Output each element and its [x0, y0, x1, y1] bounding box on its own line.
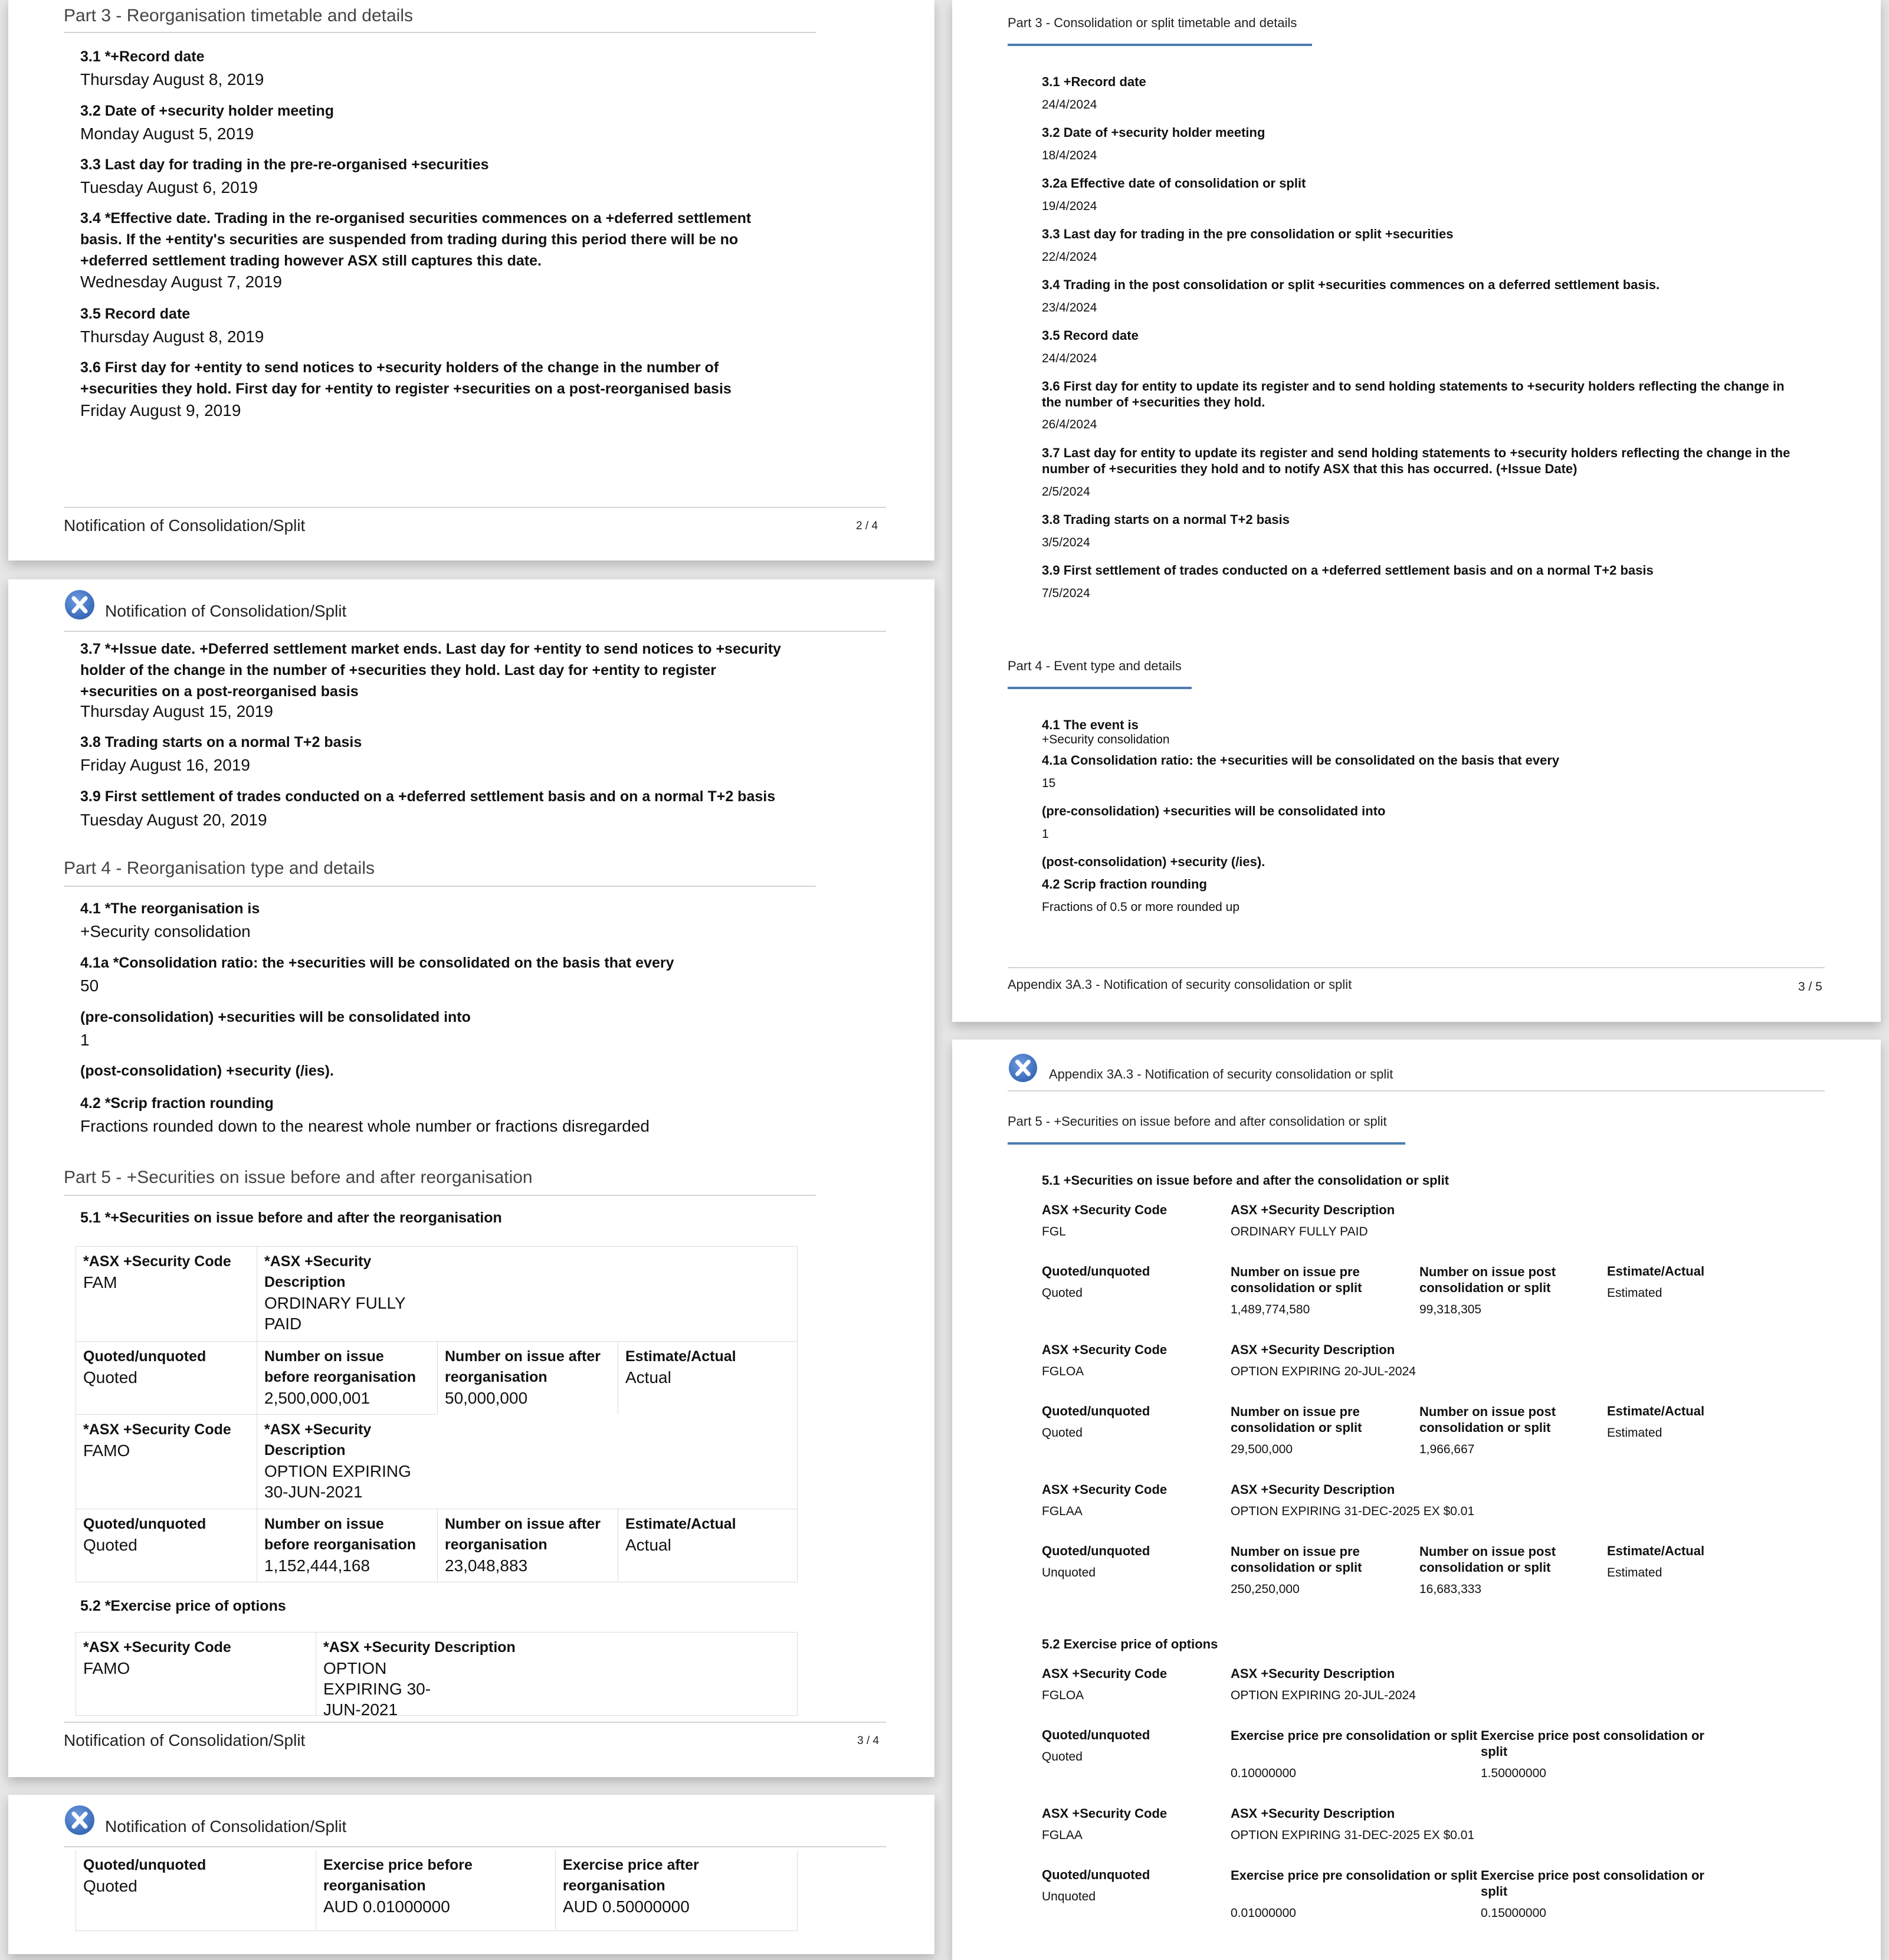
asx-logo-icon [65, 1805, 94, 1835]
page-header-title: Notification of Consolidation/Split [105, 602, 347, 620]
part5-heading: Part 5 - +Securities on issue before and after reorganisation [64, 1168, 533, 1187]
quoted-header: Quoted/unquoted [1042, 1264, 1150, 1279]
securities-table [76, 1246, 798, 1582]
quoted-value: Quoted [1042, 1426, 1083, 1440]
post-value: 16,683,333 [1419, 1582, 1482, 1596]
page-number: 3 / 4 [857, 1735, 879, 1747]
item-4-2-value: Fractions of 0.5 or more rounded up [1042, 900, 1240, 914]
item-3-2-label: 3.2 Date of +security holder meeting [80, 103, 334, 119]
item-3-8-label: 3.8 Trading starts on a normal T+2 basis [1042, 512, 1290, 527]
pre-consolidation-value: 1 [1042, 827, 1049, 841]
item-3-7-value: Thursday August 15, 2019 [80, 702, 273, 720]
exercise-pre-header: Exercise price pre consolidation or split [1231, 1728, 1478, 1743]
item-3-6-label: 3.6 First day for +entity to send notices to +security holders of the change in the number of +securities they hold. First day for +entity to register +securities on a post-reorganised basis [80, 359, 732, 397]
price-before-value: AUD 0.01000000 [323, 1897, 450, 1916]
part5-heading: Part 5 - +Securities on issue before and after consolidation or split [1008, 1114, 1387, 1129]
item-3-1-label: 3.1 *+Record date [80, 48, 205, 65]
item-3-9-value: Tuesday August 20, 2019 [80, 811, 267, 829]
item-4-2-label: 4.2 *Scrip fraction rounding [80, 1095, 274, 1112]
exercise-table [76, 1632, 798, 1719]
estimate-value: Actual [625, 1536, 671, 1554]
exercise-pre-value: 0.01000000 [1231, 1906, 1296, 1920]
page-footer-title: Notification of Consolidation/Split [64, 516, 306, 535]
quoted-header: Quoted/unquoted [1042, 1867, 1150, 1882]
desc-header: *ASX +Security Description [264, 1421, 372, 1458]
item-3-8-value: Friday August 16, 2019 [80, 756, 250, 774]
quoted-header: Quoted/unquoted [1042, 1543, 1150, 1558]
item-3-2a-value: 19/4/2024 [1042, 199, 1097, 213]
pre-value: 250,250,000 [1231, 1582, 1300, 1596]
post-value: 1,966,667 [1419, 1443, 1475, 1456]
desc-value: OPTION EXPIRING 30-JUN-2021 [264, 1462, 411, 1501]
right-page-4 [952, 1040, 1881, 1960]
page-number: 2 / 4 [856, 520, 878, 532]
divider [64, 886, 816, 887]
exercise-post-header: Exercise price post consolidation or split [1481, 1728, 1704, 1759]
item-5-2-label: 5.2 Exercise price of options [1042, 1637, 1218, 1651]
table-cell [257, 1247, 437, 1341]
code-value: FGLOA [1042, 1689, 1084, 1702]
item-3-7-label: 3.7 *+Issue date. +Deferred settlement market ends. Last day for +entity to send notices to +security holder of the change in the number of +securities they hold. Last day for +entity to register +securities on a post-reorganised basis [80, 641, 781, 700]
price-after-header: Exercise price after reorganisation [563, 1857, 699, 1894]
quoted-value: Unquoted [1042, 1890, 1096, 1903]
item-3-2-label: 3.2 Date of +security holder meeting [1042, 125, 1265, 140]
quoted-header: Quoted/unquoted [83, 1348, 206, 1365]
desc-header: ASX +Security Description [1231, 1342, 1395, 1357]
code-header: *ASX +Security Code [83, 1253, 231, 1270]
pre-value: 29,500,000 [1231, 1443, 1293, 1456]
pre-value: 1,489,774,580 [1231, 1303, 1310, 1316]
table-cell [316, 1850, 555, 1930]
table-cell [257, 1341, 437, 1414]
item-4-1a-label: 4.1a *Consolidation ratio: the +securities will be consolidated on the basis that every [80, 955, 674, 971]
item-3-8-label: 3.8 Trading starts on a normal T+2 basis [80, 734, 362, 750]
quoted-value: Unquoted [1042, 1566, 1096, 1579]
item-3-5-value: 24/4/2024 [1042, 352, 1097, 365]
desc-value: OPTION EXPIRING 31-DEC-2025 EX $0.01 [1231, 1828, 1475, 1842]
page-footer-title: Notification of Consolidation/Split [64, 1731, 306, 1749]
part3-heading: Part 3 - Consolidation or split timetable and details [1008, 15, 1297, 30]
post-header: Number on issue post consolidation or split [1419, 1264, 1556, 1295]
item-3-4-value: 23/4/2024 [1042, 301, 1097, 314]
item-3-7-label: 3.7 Last day for entity to update its register and send holding statements to +security holders reflecting the change in the number of +securities they hold and to notify ASX that this has occurred. (+Issue Date) [1042, 445, 1790, 476]
asx-logo-icon [65, 590, 94, 620]
item-5-1-label: 5.1 *+Securities on issue before and after the reorganisation [80, 1210, 502, 1226]
right-page-3 [952, 0, 1881, 1022]
table-cell [76, 1509, 257, 1582]
before-header: Number on issue before reorganisation [264, 1348, 416, 1385]
code-header: ASX +Security Code [1042, 1666, 1167, 1681]
item-3-5-value: Thursday August 8, 2019 [80, 327, 264, 346]
page-header-title: Notification of Consolidation/Split [105, 1817, 347, 1836]
item-4-1a-value: 50 [80, 976, 99, 995]
item-3-1-label: 3.1 +Record date [1042, 74, 1146, 89]
header-divider [64, 1846, 886, 1847]
code-header: *ASX +Security Code [83, 1639, 231, 1656]
item-4-1-value: +Security consolidation [80, 922, 251, 940]
item-3-9-label: 3.9 First settlement of trades conducted on a +deferred settlement basis and on a normal T+2 basis [1042, 563, 1654, 578]
desc-value: OPTION EXPIRING 20-JUL-2024 [1231, 1689, 1416, 1702]
after-header: Number on issue after reorganisation [445, 1516, 601, 1553]
item-3-3-value: Tuesday August 6, 2019 [80, 178, 258, 196]
item-4-1-label: 4.1 The event is [1042, 717, 1139, 732]
page-number: 3 / 5 [1798, 980, 1822, 994]
item-3-3-label: 3.3 Last day for trading in the pre consolidation or split +securities [1042, 227, 1454, 241]
code-header: ASX +Security Code [1042, 1342, 1167, 1357]
code-header: *ASX +Security Code [83, 1421, 231, 1438]
heading-underline [1008, 687, 1192, 689]
item-3-2-value: Monday August 5, 2019 [80, 124, 254, 143]
desc-header: *ASX +Security Description [264, 1253, 372, 1290]
divider [64, 32, 816, 33]
item-3-5-label: 3.5 Record date [80, 306, 191, 322]
table-cell [618, 1341, 797, 1414]
table-cell [76, 1247, 257, 1341]
item-5-2-label: 5.2 *Exercise price of options [80, 1598, 286, 1614]
after-value: 23,048,883 [445, 1556, 528, 1575]
table-cell [437, 1341, 618, 1414]
item-3-3-value: 22/4/2024 [1042, 250, 1097, 264]
estimate-header: Estimate/Actual [1607, 1264, 1705, 1279]
before-value: 1,152,444,168 [264, 1556, 370, 1575]
quoted-header: Quoted/unquoted [83, 1857, 206, 1873]
left-page-4 [8, 1795, 934, 1954]
desc-value: OPTION EXPIRING 20-JUL-2024 [1231, 1365, 1416, 1378]
table-cell [76, 1341, 257, 1414]
page-footer-title: Appendix 3A.3 - Notification of security consolidation or split [1008, 977, 1352, 992]
header-divider [64, 631, 886, 632]
item-3-7-value: 2/5/2024 [1042, 485, 1090, 499]
part4-heading: Part 4 - Reorganisation type and details [64, 858, 375, 878]
item-3-8-value: 3/5/2024 [1042, 536, 1090, 549]
after-value: 50,000,000 [445, 1389, 528, 1407]
after-header: Number on issue after reorganisation [445, 1348, 601, 1385]
table-cell [618, 1509, 797, 1582]
heading-underline [1008, 1142, 1405, 1145]
post-header: Number on issue post consolidation or split [1419, 1404, 1556, 1435]
table-cell [316, 1633, 555, 1719]
quoted-header: Quoted/unquoted [1042, 1404, 1150, 1418]
item-4-2-value: Fractions rounded down to the nearest whole number or fractions disregarded [80, 1117, 650, 1135]
desc-header: ASX +Security Description [1231, 1666, 1395, 1681]
table-cell [437, 1509, 618, 1582]
estimate-value: Estimated [1607, 1566, 1662, 1579]
table-cell [257, 1509, 437, 1582]
price-after-value: AUD 0.50000000 [563, 1897, 690, 1916]
exercise-post-value: 1.50000000 [1481, 1766, 1546, 1780]
quoted-value: Quoted [83, 1536, 137, 1554]
estimate-header: Estimate/Actual [625, 1516, 736, 1532]
pre-header: Number on issue pre consolidation or split [1231, 1404, 1362, 1435]
item-3-2a-label: 3.2a Effective date of consolidation or split [1042, 176, 1306, 191]
desc-value: ORDINARY FULLY PAID [1231, 1225, 1368, 1238]
post-value: 99,318,305 [1419, 1303, 1482, 1316]
page-header-title: Appendix 3A.3 - Notification of security consolidation or split [1049, 1067, 1393, 1081]
exercise-post-header: Exercise price post consolidation or split [1481, 1868, 1704, 1899]
item-3-3-label: 3.3 Last day for trading in the pre-re-organised +securities [80, 156, 489, 173]
item-3-6-value: 26/4/2024 [1042, 418, 1097, 431]
estimate-value: Estimated [1607, 1426, 1662, 1440]
footer-divider [64, 507, 886, 508]
code-value: FAMO [83, 1441, 130, 1460]
item-3-1-value: 24/4/2024 [1042, 98, 1097, 112]
heading-underline [1008, 44, 1312, 46]
item-4-1-value: +Security consolidation [1042, 733, 1170, 746]
divider [64, 1195, 816, 1196]
pre-header: Number on issue pre consolidation or split [1231, 1544, 1362, 1575]
table-cell [76, 1850, 316, 1930]
desc-value: ORDINARY FULLY PAID [264, 1294, 406, 1333]
item-3-9-label: 3.9 First settlement of trades conducted on a +deferred settlement basis and on a normal T+2 basis [80, 788, 776, 805]
desc-header: ASX +Security Description [1231, 1806, 1395, 1821]
item-3-1-value: Thursday August 8, 2019 [80, 70, 264, 89]
pre-consolidation-value: 1 [80, 1031, 90, 1049]
desc-value: OPTION EXPIRING 31-DEC-2025 EX $0.01 [1231, 1505, 1475, 1518]
item-4-1a-value: 15 [1042, 776, 1056, 790]
pre-header: Number on issue pre consolidation or split [1231, 1264, 1362, 1295]
code-header: ASX +Security Code [1042, 1806, 1167, 1821]
left-page-3 [8, 579, 934, 1777]
table-cell [76, 1414, 257, 1509]
quoted-value: Quoted [83, 1368, 137, 1387]
quoted-header: Quoted/unquoted [1042, 1728, 1150, 1742]
price-before-header: Exercise price before reorganisation [323, 1857, 473, 1894]
item-4-1a-label: 4.1a Consolidation ratio: the +securities will be consolidated on the basis that every [1042, 753, 1560, 768]
exercise-post-value: 0.15000000 [1481, 1906, 1546, 1920]
estimate-header: Estimate/Actual [1607, 1543, 1705, 1558]
pre-consolidation-label: (pre-consolidation) +securities will be consolidated into [80, 1009, 471, 1025]
code-value: FGLAA [1042, 1828, 1083, 1842]
desc-header: ASX +Security Description [1231, 1202, 1395, 1217]
code-value: FAMO [83, 1659, 130, 1677]
item-3-4-label: 3.4 Trading in the post consolidation or split +securities commences on a deferred settlement basis. [1042, 277, 1660, 292]
item-3-2-value: 18/4/2024 [1042, 149, 1097, 162]
estimate-value: Estimated [1607, 1286, 1662, 1300]
left-page-2 [8, 0, 934, 561]
pre-consolidation-label: (pre-consolidation) +securities will be consolidated into [1042, 804, 1386, 818]
item-3-5-label: 3.5 Record date [1042, 328, 1139, 343]
item-4-2-label: 4.2 Scrip fraction rounding [1042, 877, 1207, 891]
desc-header: ASX +Security Description [1231, 1482, 1395, 1497]
header-divider [1008, 1090, 1825, 1092]
part3-heading: Part 3 - Reorganisation timetable and details [64, 6, 414, 25]
item-5-1-label: 5.1 +Securities on issue before and after the consolidation or split [1042, 1173, 1449, 1188]
quoted-value: Quoted [1042, 1750, 1083, 1764]
code-header: ASX +Security Code [1042, 1202, 1167, 1217]
table-cell [76, 1633, 316, 1715]
quoted-value: Quoted [1042, 1286, 1083, 1300]
post-header: Number on issue post consolidation or split [1419, 1544, 1556, 1575]
estimate-header: Estimate/Actual [1607, 1404, 1705, 1418]
desc-header: *ASX +Security Description [323, 1639, 516, 1656]
quoted-value: Quoted [83, 1877, 137, 1895]
quoted-header: Quoted/unquoted [83, 1516, 206, 1532]
table-cell [555, 1850, 797, 1930]
table-cell [257, 1414, 437, 1509]
exercise-pre-header: Exercise price pre consolidation or split [1231, 1868, 1478, 1883]
post-consolidation-label: (post-consolidation) +security (/ies). [1042, 854, 1265, 869]
item-3-6-label: 3.6 First day for entity to update its register and to send holding statements to +security holders reflecting the change in the number of +securities they hold. [1042, 379, 1785, 409]
footer-divider [64, 1722, 886, 1723]
estimate-value: Actual [625, 1368, 671, 1387]
before-value: 2,500,000,001 [264, 1389, 370, 1407]
code-value: FGLOA [1042, 1365, 1084, 1378]
code-value: FGL [1042, 1225, 1066, 1238]
footer-divider [1008, 967, 1825, 968]
post-consolidation-label: (post-consolidation) +security (/ies). [80, 1063, 334, 1079]
code-value: FGLAA [1042, 1505, 1083, 1518]
item-3-6-value: Friday August 9, 2019 [80, 401, 241, 419]
item-4-1-label: 4.1 *The reorganisation is [80, 900, 260, 917]
item-3-4-value: Wednesday August 7, 2019 [80, 273, 282, 291]
estimate-header: Estimate/Actual [625, 1348, 736, 1365]
item-3-4-label: 3.4 *Effective date. Trading in the re-organised securities commences on a +deferred settlement basis. If the +entity's securities are suspended from trading during this period there will be no +deferred settlement trading however ASX still captures this date. [80, 210, 752, 269]
part4-heading: Part 4 - Event type and details [1008, 658, 1182, 673]
before-header: Number on issue before reorganisation [264, 1516, 416, 1553]
item-3-9-value: 7/5/2024 [1042, 586, 1090, 600]
code-value: FAM [83, 1273, 117, 1292]
code-header: ASX +Security Code [1042, 1482, 1167, 1497]
exercise-pre-value: 0.10000000 [1231, 1766, 1296, 1780]
asx-logo-icon [1009, 1054, 1037, 1082]
desc-value: OPTION EXPIRING 30-JUN-2021 [323, 1659, 431, 1719]
exercise-price-table [76, 1850, 798, 1931]
